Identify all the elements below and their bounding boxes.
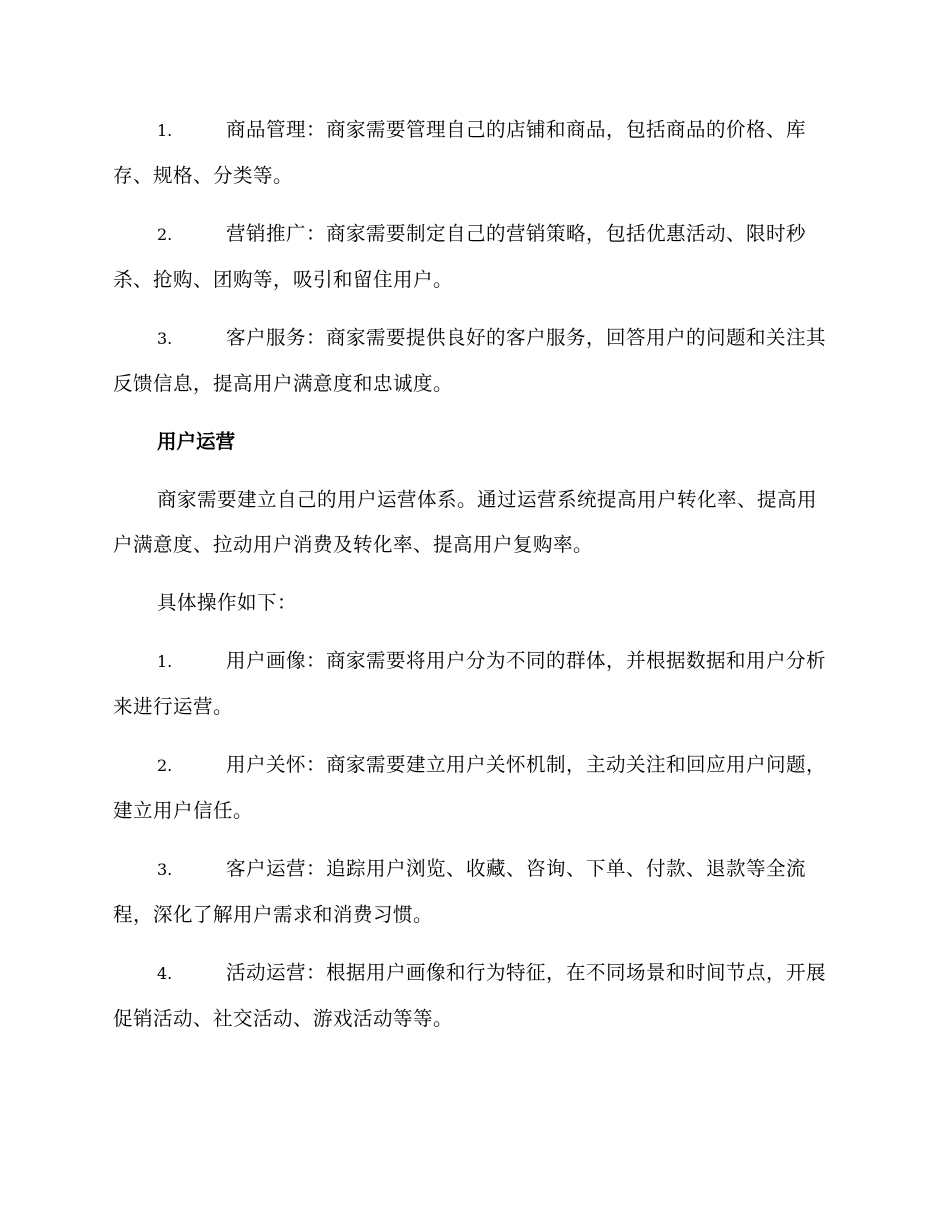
- list-text: 活动运营：根据用户画像和行为特征，在不同场景和时间节点，开展促销活动、社交活动、游戏活动等等。: [113, 961, 827, 1030]
- list-item: [113, 315, 835, 406]
- document-body: [113, 107, 835, 1054]
- list-text: 用户画像：商家需要将用户分为不同的群体，并根据数据和用户分析来进行运营。: [113, 649, 827, 718]
- list-text: 营销推广：商家需要制定自己的营销策略，包括优惠活动、限时秒杀、抢购、团购等，吸引和留住用户。: [113, 222, 807, 291]
- list-text: 客户运营：追踪用户浏览、收藏、咨询、下单、付款、退款等全流程，深化了解用户需求和消费习惯。: [113, 857, 807, 926]
- section-heading: 用户运营: [157, 430, 236, 453]
- list-item: [113, 107, 835, 198]
- list-text: 用户关怀：商家需要建立用户关怀机制，主动关注和回应用户问题，建立用户信任。: [113, 753, 827, 822]
- list-item: [113, 211, 835, 302]
- list-number: 1.: [157, 121, 173, 140]
- list-item: [113, 950, 835, 1041]
- list-item: [113, 742, 835, 833]
- list-item: [113, 638, 835, 729]
- list-number: 4.: [157, 964, 173, 983]
- list-number: 3.: [157, 329, 173, 348]
- lead-paragraph: 具体操作如下：: [157, 591, 298, 614]
- list-text: 商品管理：商家需要管理自己的店铺和商品，包括商品的价格、库存、规格、分类等。: [113, 118, 807, 187]
- list-number: 3.: [157, 860, 173, 879]
- list-number: 2.: [157, 225, 173, 244]
- list-item: [113, 846, 835, 937]
- list-number: 2.: [157, 756, 173, 775]
- intro-paragraph: 商家需要建立自己的用户运营体系。通过运营系统提高用户转化率、提高用户满意度、拉动用户消费及转化率、提高用户复购率。: [113, 488, 818, 556]
- list-text: 客户服务：商家需要提供良好的客户服务，回答用户的问题和关注其反馈信息，提高用户满意度和忠诚度。: [113, 326, 827, 395]
- list-number: 1.: [157, 652, 173, 671]
